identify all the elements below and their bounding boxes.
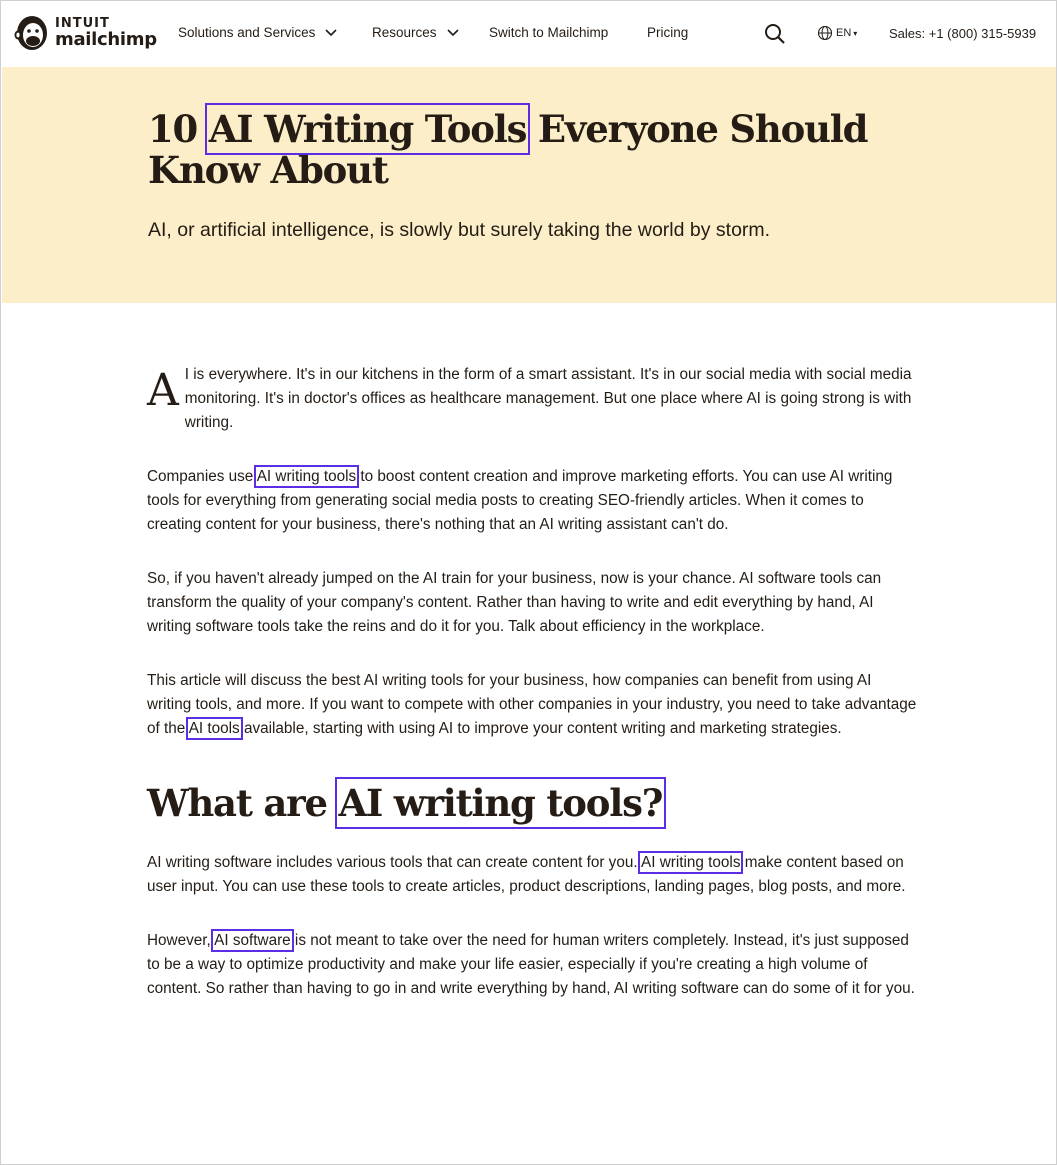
ai-writing-tools-link[interactable]: AI writing tools bbox=[641, 854, 741, 871]
paragraph-text: Companies use bbox=[147, 468, 257, 485]
ai-software-link[interactable]: AI software bbox=[214, 932, 291, 949]
hero-banner bbox=[2, 67, 1056, 303]
title-suffix: Everyone Should Know About bbox=[148, 107, 868, 192]
paragraph-text: However, bbox=[147, 932, 215, 949]
freddie-logo-icon bbox=[13, 13, 51, 53]
page-subtitle: AI, or artificial intelligence, is slowly but surely taking the world by storm. bbox=[148, 219, 771, 241]
heading-highlight: AI writing tools? bbox=[338, 781, 663, 825]
article-paragraph bbox=[147, 851, 917, 899]
paragraph-text: available, starting with using AI to improve your content writing and marketing strategies. bbox=[239, 720, 842, 737]
ai-tools-link[interactable]: AI tools bbox=[188, 720, 240, 737]
sales-phone[interactable]: Sales: +1 (800) 315-5939 bbox=[889, 26, 1037, 41]
paragraph-text: is not meant to take over the need for human writers completely. Instead, it's just supposed to be a way to optimize productivity and make your life easier, especially if you're creating a high volume of content. So rather than having to go in and write everything by hand, AI writing software can do some of it for you. bbox=[147, 932, 915, 997]
paragraph-text: So, if you haven't already jumped on the AI train for your business, now is your chance. AI software tools can transform the quality of your company's content. Rather than having to write and edit everything by hand, AI writing software tools take the reins and do it for you. Talk about efficiency in the workplace. bbox=[147, 570, 882, 635]
ai-writing-tools-link[interactable]: AI writing tools bbox=[256, 468, 357, 485]
mailchimp-logo[interactable] bbox=[13, 13, 157, 53]
logo-intuit-text: INTUIT bbox=[55, 16, 110, 31]
logo-mailchimp-text: mailchimp bbox=[55, 29, 157, 50]
page-title bbox=[148, 109, 938, 191]
chevron-down-icon bbox=[325, 29, 337, 37]
nav-label: Solutions and Services bbox=[178, 25, 316, 40]
search-icon[interactable] bbox=[764, 23, 786, 45]
nav-label: Pricing bbox=[647, 25, 689, 40]
paragraph-text: make content based on user input. You can use these tools to create articles, product descriptions, landing pages, blog posts, and more. bbox=[147, 854, 906, 895]
paragraph-text: I is everywhere. It's in our kitchens in the form of a smart assistant. It's in our social media with social media monitoring. It's in doctor's offices as healthcare management. But one place where AI is going strong is with writing. bbox=[184, 366, 912, 431]
article-body bbox=[147, 363, 917, 1031]
nav-pricing[interactable] bbox=[647, 25, 688, 40]
chevron-down-icon: ▾ bbox=[853, 28, 858, 38]
title-prefix: 10 bbox=[148, 107, 209, 151]
language-selector[interactable] bbox=[817, 25, 857, 41]
globe-icon bbox=[817, 25, 833, 41]
paragraph-text: to boost content creation and improve marketing efforts. You can use AI writing tools for everything from generating social media posts to creating SEO-friendly articles. When it comes to creating content for your business, there's nothing that an AI writing assistant can't do. bbox=[147, 468, 893, 533]
nav-label: Switch to Mailchimp bbox=[489, 25, 609, 40]
drop-cap: A bbox=[147, 365, 179, 416]
article-paragraph bbox=[147, 929, 917, 1001]
paragraph-text: AI writing software includes various tools that can create content for you. bbox=[147, 854, 642, 871]
article-paragraph bbox=[147, 567, 917, 639]
article-paragraph bbox=[147, 465, 917, 537]
heading-prefix: What are bbox=[147, 781, 339, 825]
paragraph-text: This article will discuss the best AI writing tools for your business, how companies can benefit from using AI writing tools, and more. If you want to compete with other companies in your industry, you need to take advantage of the bbox=[147, 672, 917, 737]
nav-switch-to-mailchimp[interactable] bbox=[489, 25, 608, 40]
nav-resources[interactable] bbox=[372, 25, 459, 40]
nav-solutions-and-services[interactable] bbox=[178, 25, 337, 40]
site-header bbox=[1, 1, 1056, 67]
section-heading bbox=[147, 781, 917, 825]
article-paragraph bbox=[147, 669, 917, 741]
title-highlight: AI Writing Tools bbox=[208, 107, 527, 151]
language-label: EN bbox=[836, 27, 852, 39]
chevron-down-icon bbox=[447, 29, 459, 37]
nav-label: Resources bbox=[372, 25, 437, 40]
article-paragraph bbox=[147, 363, 917, 435]
